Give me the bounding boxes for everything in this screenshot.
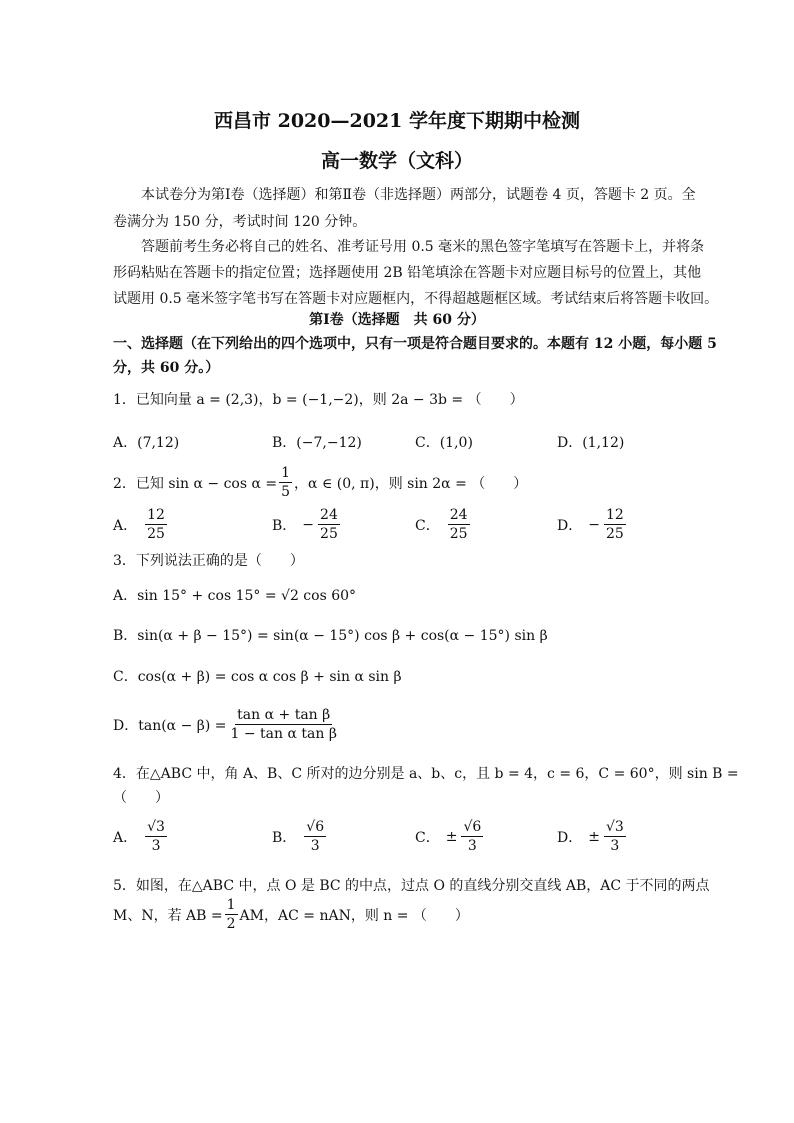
q2-a-fraction [145,506,167,543]
q3-option-d [113,706,341,743]
q4-b-fraction [304,818,326,855]
q3-option-a: A．sin 15° + cos 15° = √2 cos 60° [113,588,357,604]
q1-option-d: D．(1,12) [557,435,625,451]
section-heading: 第Ⅰ卷（选择题 共 60 分） [309,312,485,328]
q3-d-num: tan α + tan β [237,707,331,723]
q4-stem-line2: （ ） [113,790,169,806]
q4-a-num: √3 [147,819,165,835]
q4-b-label: B． [272,829,297,846]
q2-b-num: 24 [320,507,338,523]
q4-a-label: A． [113,829,138,846]
intro-p2-line1: 答题前考生务必将自己的姓名、准考证号用 0.5 毫米的黑色签字笔填写在答题卡上，并将条 [141,239,705,255]
q4-option-a [113,818,169,855]
q5-stem-fraction [225,896,238,933]
q4-c-sign: ± [445,828,458,845]
q2-a-den: 25 [147,526,165,542]
intro-p1-line1: 本试卷分为第Ⅰ卷（选择题）和第Ⅱ卷（非选择题）两部分，试题卷 4 页，答题卡 2 页。全 [141,187,696,203]
q2-option-b [272,506,342,543]
q1-option-a: A．(7,12) [113,435,180,451]
q5-stem-num: 1 [226,897,236,913]
q5-stem-line2 [113,896,469,933]
q2-c-label: C． [415,517,440,534]
exam-subtitle: 高一数学（文科） [320,150,473,172]
q1-option-b: B．(−7,−12) [272,435,362,451]
q5-stem-den: 2 [226,916,236,932]
intro-p1-line2: 卷满分为 150 分，考试时间 120 分钟。 [113,214,367,230]
q2-option-c [415,506,472,543]
section-instructions-line1: 一、选择题（在下列给出的四个选项中，只有一项是符合题目要求的。本题有 12 小题，每小题 5 [113,336,717,352]
q2-d-sign: − [588,516,600,533]
q2-b-den: 25 [320,526,338,542]
q2-stem-den: 5 [281,484,291,500]
q2-a-label: A． [113,517,138,534]
q2-stem [113,464,527,501]
q2-c-fraction [448,506,470,543]
q4-c-label: C． [415,829,440,846]
q3-option-b: B．sin(α + β − 15°) = sin(α − 15°) cos β + cos(α − 15°) sin β [113,628,548,644]
q4-option-d [557,818,628,855]
q5-stem-line1: 5．如图，在△ABC 中，点 O 是 BC 的中点，过点 O 的直线分别交直线 AB，AC 于不同的两点 [113,878,710,894]
q4-b-num: √6 [306,819,325,835]
q2-option-a [113,506,169,543]
q4-c-num: √6 [463,819,482,835]
q2-b-fraction [318,506,340,543]
q4-c-fraction [461,818,483,855]
q4-d-fraction [604,818,626,855]
q4-d-label: D． [557,829,583,846]
section-instructions-line2: 分，共 60 分。） [113,360,220,376]
q5-stem-pre: M、N，若 AB = [113,907,223,924]
q3-stem: 3．下列说法正确的是（ ） [113,553,304,569]
q2-option-d [557,506,628,543]
q2-a-num: 12 [147,507,165,523]
q2-d-fraction [604,506,626,543]
q2-d-num: 12 [605,507,624,523]
q4-a-den: 3 [151,838,161,854]
q3-d-label: D．tan(α − β) = [113,717,227,734]
q3-option-c: C．cos(α + β) = cos α cos β + sin α sin β [113,669,402,685]
q3-d-fraction [229,706,339,743]
q2-stem-post: ，α ∈ (0, π)，则 sin 2α = （ ） [294,475,528,492]
q2-d-label: D． [557,517,583,534]
q4-a-fraction [145,818,167,855]
q2-c-den: 25 [449,526,468,542]
q4-d-sign: ± [588,828,600,845]
q4-b-den: 3 [310,838,320,854]
q2-stem-num: 1 [281,465,291,481]
q4-stem-line1: 4．在△ABC 中，角 A、B、C 所对的边分别是 a、b、c，且 b = 4，c = 6，C = 60°，则 sin B = [113,766,739,782]
q2-stem-pre: 2．已知 sin α − cos α = [113,475,278,492]
intro-p2-line2: 形码粘贴在答题卡的指定位置；选择题使用 2B 铅笔填涂在答题卡对应题目标号的位置上，其他 [113,265,702,281]
q2-c-num: 24 [449,507,468,523]
q3-d-den: 1 − tan α tan β [230,726,337,742]
q2-b-label: B． [272,517,297,534]
q2-d-den: 25 [605,526,624,542]
q4-option-b [272,818,328,855]
intro-p2-line3: 试题用 0.5 毫米签字笔书写在答题卡对应题框内，不得超越题框区域。考试结束后将答题卡收回。 [113,291,719,307]
q2-stem-fraction [279,464,292,501]
q4-d-den: 3 [610,838,620,854]
q4-c-den: 3 [467,838,477,854]
q1-stem: 1．已知向量 a = (2,3)，b = (−1,−2)，则 2a − 3b = （ ） [113,392,524,408]
q5-stem-post: AM，AC = nAN，则 n = （ ） [239,907,469,924]
q1-option-c: C．(1,0) [415,435,473,451]
q4-d-num: √3 [605,819,624,835]
exam-title: 西昌市 2020—2021 学年度下期期中检测 [214,110,580,132]
q4-option-c [415,818,485,855]
q2-b-sign: − [302,516,315,533]
